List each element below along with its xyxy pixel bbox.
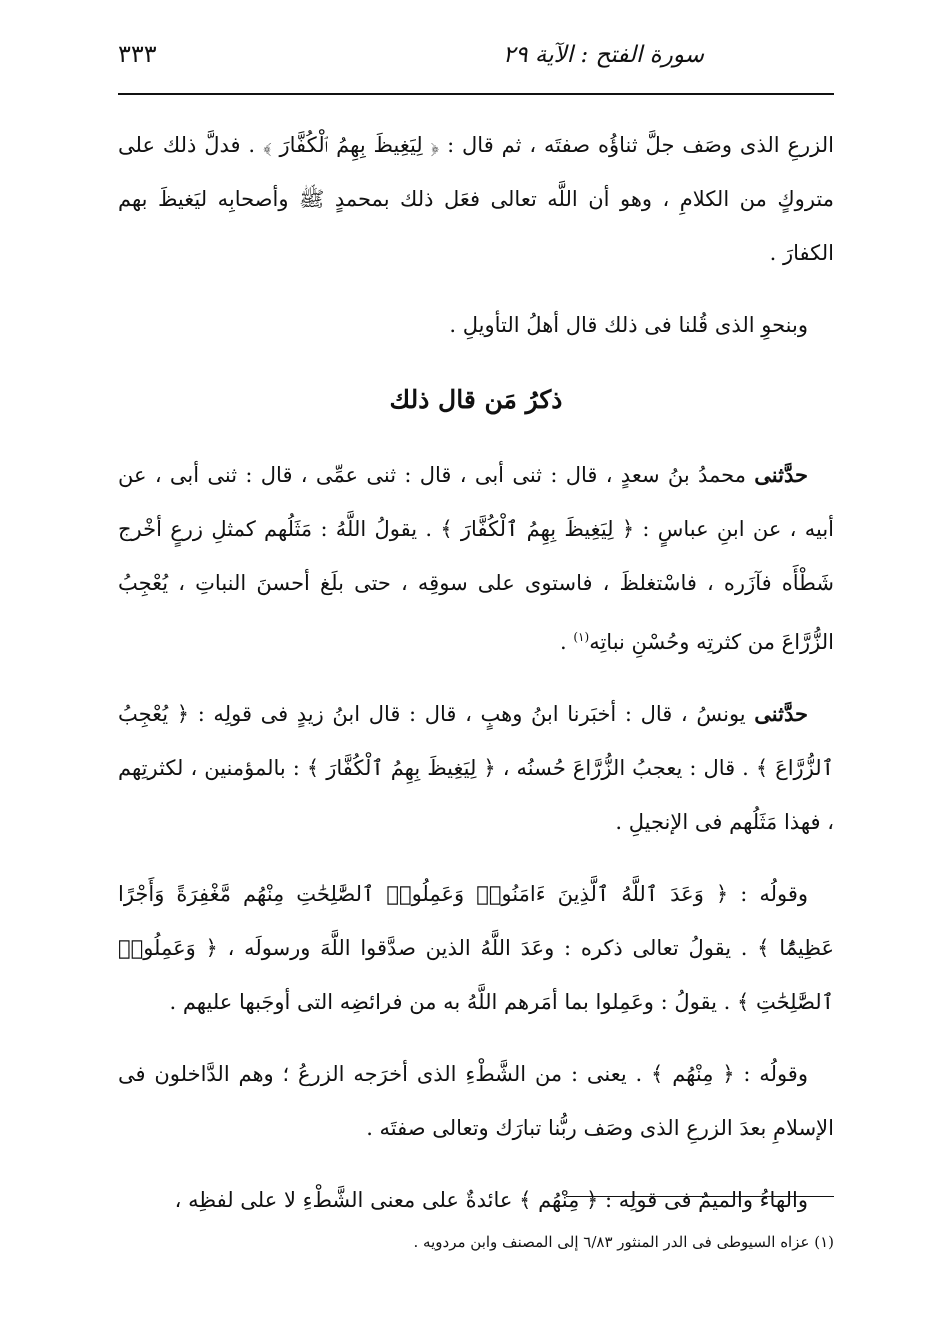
page-number: ٣٣٣ [118,40,157,68]
paragraph-1: الزرعِ الذى وصَف جلَّ ثناؤُه صفتَه ، ثم قال : ﴿ لِيَغِيظَ بِهِمُ ٱلْكُفَّارَ ﴾ . فدلَّ ذلك على متروكٍ من الكلامِ ، وهو أن اللَّه تعالى فعَل ذلك بمحمدٍ ﷺ وأصحابِه ليَغيظَ بهم الكفارَ . [118,133,834,265]
paragraph-4 [118,687,834,849]
page-header [118,38,834,78]
page-body [118,118,834,1245]
paragraph-7: والهاءُ والميمُ فى قولِه : ﴿ مِنْهُم ﴾ عائدةٌ على معنى الشَّطْءِ لا على لفظِه ، [174,1188,808,1212]
footnote-divider [566,1196,834,1197]
paragraph-2: وبنحوِ الذى قُلنا فى ذلك قال أهلُ التأويلِ . [449,313,808,337]
footnote: (١) عزاه السيوطى فى الدر المنثور ٦/٨٣ إلى المصنف وابن مردويه . [413,1233,834,1251]
section-heading: ذكرُ مَن قال ذلك [389,385,563,414]
hadith-lead-word: حدَّثنى [754,701,808,726]
paragraph-3 [118,448,834,669]
footnote-ref: (١) [573,630,590,644]
running-title: سورة الفتح : الآية ٢٩ [502,42,704,68]
hadith-lead-word: حدَّثنى [754,462,808,487]
paragraph-4-text: يونسُ ، قال : أخبَرنا ابنُ وهبٍ ، قال : قال ابنُ زيدٍ فى قولِه : ﴿ يُعْجِبُ ٱلزُّرَّاعَ ﴾ . قال : يعجبُ الزُّرَّاعَ حُسنُه ، ﴿ لِيَغِيظَ بِهِمُ ٱلْكُفَّارَ ﴾ : بالمؤمنين ، لكثرتِهم ، فهذا مَثَلُهم فى الإنجيلِ . [118,702,834,834]
paragraph-3-text: محمدُ بنُ سعدٍ ، قال : ثنى أبى ، قال : ثنى عمِّى ، قال : ثنى أبى ، عن أبيه ، عن ابنِ عباسٍ : ﴿ لِيَغِيظَ بِهِمُ ٱلْكُفَّارَ ﴾ . يقولُ اللَّهُ : مَثَلُهم كمثلِ زرعٍ أخْرج شَطْأَه فآزَره ، فاسْتغلظَ ، فاستوى على سوقِه ، حتى بلَغ أحسنَ النباتِ ، يُعْجِبُ الزُّرَّاعَ من كثرتِه وحُسْنِ نباتِه [118,463,834,654]
paragraph-5: وقولُه : ﴿ وَعَدَ ٱللَّهُ ٱلَّذِينَ ءَامَنُوا۟ وَعَمِلُوا۟ ٱلصَّٰلِحَٰتِ مِنْهُم مَّغْفِرَةً وَأَجْرًا عَظِيمًۢا ﴾ . يقولُ تعالى ذكره : وعَدَ اللَّهُ الذين صدَّقوا اللَّهَ ورسولَه ، ﴿ وَعَمِلُوا۟ ٱلصَّٰلِحَٰتِ ﴾ . يقولُ : وعَمِلوا بما أمَرهم اللَّهُ به من فرائضِه التى أوجَبها عليهم . [118,882,834,1014]
header-divider [118,93,834,95]
paragraph-3-end: . [560,630,574,654]
paragraph-6: وقولُه : ﴿ مِنْهُم ﴾ . يعنى : من الشَّطْءِ الذى أخرَجه الزرعُ ؛ وهم الدَّاخلون فى الإسلامِ بعدَ الزرعِ الذى وصَف ربُّنا تبارَك وتعالى صفتَه . [118,1062,834,1140]
